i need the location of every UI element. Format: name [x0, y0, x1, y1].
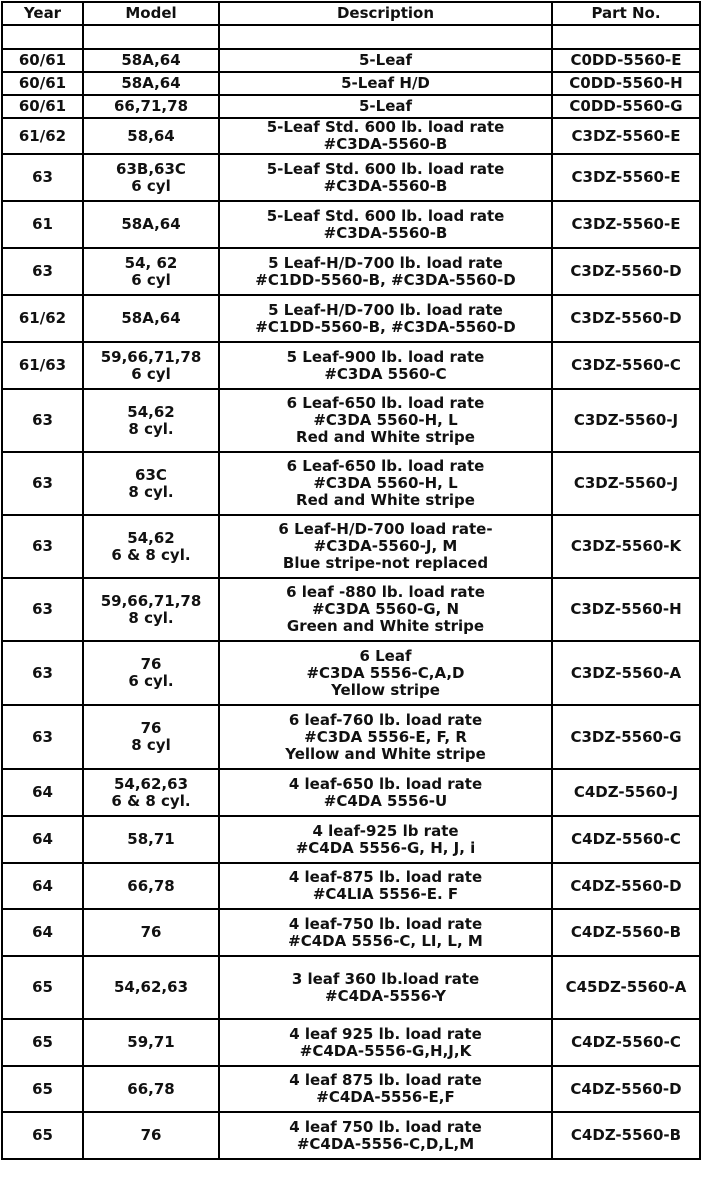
description-line: 4 leaf 750 lb. load rate — [289, 1117, 482, 1136]
description-line: 5-Leaf Std. 600 lb. load rate — [266, 159, 505, 178]
cell-year: 64 — [2, 816, 83, 863]
model-line: 58A,64 — [121, 215, 181, 233]
cell-model — [83, 515, 219, 578]
model-line: 76 — [140, 655, 162, 673]
table-row — [2, 1066, 700, 1112]
model-line: 8 cyl. — [128, 482, 174, 501]
cell-part-no: C3DZ-5560-J — [552, 452, 700, 515]
cell-year: 64 — [2, 769, 83, 816]
model-line: 8 cyl. — [128, 419, 174, 438]
description-line: 6 leaf -880 lb. load rate — [286, 583, 485, 601]
model-line: 6 cyl — [131, 364, 171, 383]
description-line: #C1DD-5560-B, #C3DA-5560-D — [255, 317, 516, 336]
model-line: 63B,63C — [116, 159, 186, 178]
cell-year: 63 — [2, 515, 83, 578]
table-row — [2, 49, 700, 72]
table-row — [2, 578, 700, 641]
cell-description — [219, 118, 552, 154]
cell-part-no: C0DD-5560-G — [552, 95, 700, 118]
cell-model — [83, 389, 219, 452]
cell-description — [219, 295, 552, 342]
cell-model — [83, 72, 219, 95]
description-line: 4 leaf-875 lb. load rate — [288, 868, 483, 886]
cell-description — [219, 72, 552, 95]
cell-model — [83, 578, 219, 641]
description-line: 4 leaf-650 lb. load rate — [288, 774, 483, 793]
model-line: 6 & 8 cyl. — [111, 791, 191, 810]
table-row — [2, 452, 700, 515]
description-line: #C3DA-5560-B — [323, 176, 448, 195]
description-line: #C3DA-5560-B — [323, 135, 448, 153]
description-line: #C4DA-5556-E,F — [316, 1088, 455, 1106]
model-line: 6 cyl — [131, 270, 171, 289]
cell-part-no: C4DZ-5560-B — [552, 1112, 700, 1159]
model-line: 63C — [135, 465, 167, 484]
header-part-no: Part No. — [552, 2, 700, 25]
description-line: 5 Leaf-H/D-700 lb. load rate — [268, 253, 503, 272]
description-line: #C3DA 5560-G, N — [311, 600, 460, 618]
cell-year: 65 — [2, 1112, 83, 1159]
model-line: 76 — [140, 1126, 162, 1144]
description-line: 5 Leaf-900 lb. load rate — [286, 347, 485, 366]
model-line: 58,64 — [127, 126, 175, 145]
cell-description — [219, 154, 552, 201]
model-line: 59,71 — [127, 1033, 175, 1051]
cell-year: 64 — [2, 863, 83, 909]
table-row — [2, 248, 700, 295]
cell-description — [219, 641, 552, 705]
cell-model — [83, 816, 219, 863]
cell-year: 63 — [2, 578, 83, 641]
cell-description — [219, 201, 552, 248]
cell-part-no: C3DZ-5560-J — [552, 389, 700, 452]
cell-year: 65 — [2, 1066, 83, 1112]
table-row — [2, 1112, 700, 1159]
cell-model — [83, 641, 219, 705]
cell-part-no: C4DZ-5560-D — [552, 863, 700, 909]
cell-part-no: C4DZ-5560-B — [552, 909, 700, 956]
model-line: 8 cyl. — [128, 608, 174, 627]
cell-year: 63 — [2, 248, 83, 295]
cell-model — [83, 769, 219, 816]
cell-part-no: C3DZ-5560-D — [552, 248, 700, 295]
description-line: #C3DA 5556-C,A,D — [306, 663, 465, 682]
description-line: #C3DA-5560-B — [323, 223, 448, 242]
table-row — [2, 641, 700, 705]
description-line: 4 leaf 925 lb. load rate — [289, 1024, 482, 1043]
description-line: Yellow and White stripe — [285, 744, 486, 763]
parts-table — [1, 1, 701, 1160]
table-row — [2, 705, 700, 769]
cell-model — [83, 118, 219, 154]
model-line: 6 & 8 cyl. — [111, 545, 191, 564]
cell-part-no: C3DZ-5560-E — [552, 118, 700, 154]
header-model: Model — [83, 2, 219, 25]
description-line: #C4DA-5556-Y — [325, 986, 446, 1005]
header-description: Description — [219, 2, 552, 25]
cell-model — [83, 25, 219, 49]
model-line: 66,78 — [127, 876, 175, 895]
description-line: #C4DA-5556-G,H,J,K — [299, 1041, 472, 1060]
description-line: #C3DA 5560-H, L — [313, 411, 458, 429]
cell-year: 60/61 — [2, 49, 83, 72]
description-line: Yellow stripe — [331, 680, 440, 699]
table-row — [2, 515, 700, 578]
cell-model — [83, 342, 219, 389]
table-row — [2, 95, 700, 118]
cell-part-no: C3DZ-5560-A — [552, 641, 700, 705]
description-line: 5-Leaf — [358, 51, 413, 69]
cell-year: 60/61 — [2, 72, 83, 95]
cell-description — [219, 95, 552, 118]
cell-description — [219, 1066, 552, 1112]
cell-year — [2, 25, 83, 49]
cell-part-no: C4DZ-5560-C — [552, 816, 700, 863]
description-line: 5-Leaf Std. 600 lb. load rate — [266, 206, 505, 225]
cell-description — [219, 1019, 552, 1066]
model-line: 54, 62 — [124, 253, 178, 272]
table-row — [2, 956, 700, 1019]
cell-year: 61/63 — [2, 342, 83, 389]
cell-part-no: C3DZ-5560-E — [552, 201, 700, 248]
table-row — [2, 769, 700, 816]
table-row — [2, 863, 700, 909]
cell-model — [83, 1066, 219, 1112]
description-line: 4 leaf 875 lb. load rate — [289, 1071, 482, 1089]
table-header — [2, 2, 700, 25]
cell-year: 61/62 — [2, 118, 83, 154]
cell-year: 63 — [2, 452, 83, 515]
description-line: 5 Leaf-H/D-700 lb. load rate — [268, 300, 503, 319]
cell-description — [219, 769, 552, 816]
cell-description — [219, 1112, 552, 1159]
cell-year: 60/61 — [2, 95, 83, 118]
cell-description — [219, 816, 552, 863]
cell-part-no: C45DZ-5560-A — [552, 956, 700, 1019]
model-line: 6 cyl — [131, 176, 171, 195]
description-line: 4 leaf-750 lb. load rate — [288, 914, 483, 933]
model-line: 66,71,78 — [113, 97, 189, 115]
description-line: #C4LIA 5556-E. F — [312, 885, 459, 903]
cell-description — [219, 863, 552, 909]
description-line: 6 Leaf-650 lb. load rate — [286, 457, 485, 475]
cell-model — [83, 705, 219, 769]
cell-description — [219, 705, 552, 769]
description-line: 6 Leaf — [359, 646, 412, 665]
description-line: Red and White stripe — [296, 491, 475, 509]
cell-part-no: C4DZ-5560-J — [552, 769, 700, 816]
model-line: 8 cyl — [131, 736, 171, 754]
model-line: 66,78 — [127, 1079, 175, 1098]
cell-description — [219, 25, 552, 49]
table-body — [2, 25, 700, 1159]
cell-part-no: C3DZ-5560-E — [552, 154, 700, 201]
table-row — [2, 389, 700, 452]
description-line: 4 leaf-925 lb rate — [312, 821, 459, 840]
cell-year: 65 — [2, 1019, 83, 1066]
cell-description — [219, 452, 552, 515]
cell-description — [219, 342, 552, 389]
cell-part-no: C3DZ-5560-D — [552, 295, 700, 342]
description-line: Green and White stripe — [286, 617, 485, 635]
cell-description — [219, 248, 552, 295]
cell-description — [219, 49, 552, 72]
cell-year: 64 — [2, 909, 83, 956]
cell-part-no: C4DZ-5560-D — [552, 1066, 700, 1112]
description-line: #C4DA 5556-G, H, J, i — [295, 838, 476, 857]
cell-description — [219, 389, 552, 452]
cell-year: 63 — [2, 389, 83, 452]
description-line: Blue stripe-not replaced — [282, 554, 489, 572]
table-row — [2, 342, 700, 389]
model-line: 76 — [140, 719, 162, 737]
cell-year: 65 — [2, 956, 83, 1019]
cell-model — [83, 909, 219, 956]
model-line: 6 cyl. — [128, 672, 174, 690]
model-line: 54,62,63 — [113, 978, 189, 996]
description-line: #C3DA 5560-C — [324, 364, 447, 383]
description-line: 6 Leaf-H/D-700 load rate- — [278, 520, 493, 538]
cell-part-no: C3DZ-5560-H — [552, 578, 700, 641]
cell-model — [83, 49, 219, 72]
description-line: 5-Leaf Std. 600 lb. load rate — [266, 118, 505, 136]
cell-part-no: C4DZ-5560-C — [552, 1019, 700, 1066]
description-line: #C4DA-5556-C,D,L,M — [296, 1134, 475, 1153]
description-line: 6 Leaf-650 lb. load rate — [286, 394, 485, 412]
header-year: Year — [2, 2, 83, 25]
cell-model — [83, 154, 219, 201]
cell-model — [83, 863, 219, 909]
cell-model — [83, 248, 219, 295]
table-row — [2, 816, 700, 863]
cell-year: 61 — [2, 201, 83, 248]
cell-model — [83, 295, 219, 342]
description-line: 5-Leaf — [358, 97, 413, 115]
model-line: 54,62 — [127, 528, 175, 547]
cell-description — [219, 909, 552, 956]
model-line: 54,62,63 — [113, 774, 189, 793]
model-line: 59,66,71,78 — [100, 347, 202, 366]
cell-description — [219, 515, 552, 578]
cell-part-no: C0DD-5560-E — [552, 49, 700, 72]
cell-model — [83, 95, 219, 118]
cell-part-no: C3DZ-5560-C — [552, 342, 700, 389]
cell-year: 63 — [2, 641, 83, 705]
cell-part-no — [552, 25, 700, 49]
cell-model — [83, 452, 219, 515]
table-row — [2, 909, 700, 956]
description-line: #C3DA 5560-H, L — [313, 474, 458, 492]
table-row — [2, 118, 700, 154]
description-line: 3 leaf 360 lb.load rate — [291, 969, 480, 988]
description-line: #C4DA 5556-C, LI, L, M — [288, 931, 483, 950]
table-row — [2, 1019, 700, 1066]
description-line: #C4DA 5556-U — [323, 791, 448, 810]
blank-row — [2, 25, 700, 49]
model-line: 58A,64 — [121, 309, 181, 327]
cell-model — [83, 201, 219, 248]
model-line: 59,66,71,78 — [100, 591, 202, 610]
cell-year: 61/62 — [2, 295, 83, 342]
model-line: 54,62 — [127, 402, 175, 421]
table-row — [2, 201, 700, 248]
description-line: Red and White stripe — [296, 428, 475, 446]
cell-model — [83, 1112, 219, 1159]
description-line: 5-Leaf H/D — [341, 74, 430, 92]
cell-model — [83, 1019, 219, 1066]
description-line: #C3DA 5556-E, F, R — [304, 727, 467, 746]
description-line: #C1DD-5560-B, #C3DA-5560-D — [255, 270, 516, 289]
description-line: 6 leaf-760 lb. load rate — [288, 710, 483, 729]
model-line: 76 — [140, 923, 162, 941]
header-row — [2, 2, 700, 25]
table-row — [2, 154, 700, 201]
cell-description — [219, 956, 552, 1019]
table-row — [2, 295, 700, 342]
cell-description — [219, 578, 552, 641]
cell-part-no: C3DZ-5560-K — [552, 515, 700, 578]
model-line: 58,71 — [127, 830, 175, 848]
table-row — [2, 72, 700, 95]
cell-year: 63 — [2, 705, 83, 769]
cell-part-no: C3DZ-5560-G — [552, 705, 700, 769]
cell-year: 63 — [2, 154, 83, 201]
model-line: 58A,64 — [121, 51, 181, 69]
cell-model — [83, 956, 219, 1019]
model-line: 58A,64 — [121, 74, 181, 92]
description-line: #C3DA-5560-J, M — [313, 537, 458, 555]
cell-part-no: C0DD-5560-H — [552, 72, 700, 95]
